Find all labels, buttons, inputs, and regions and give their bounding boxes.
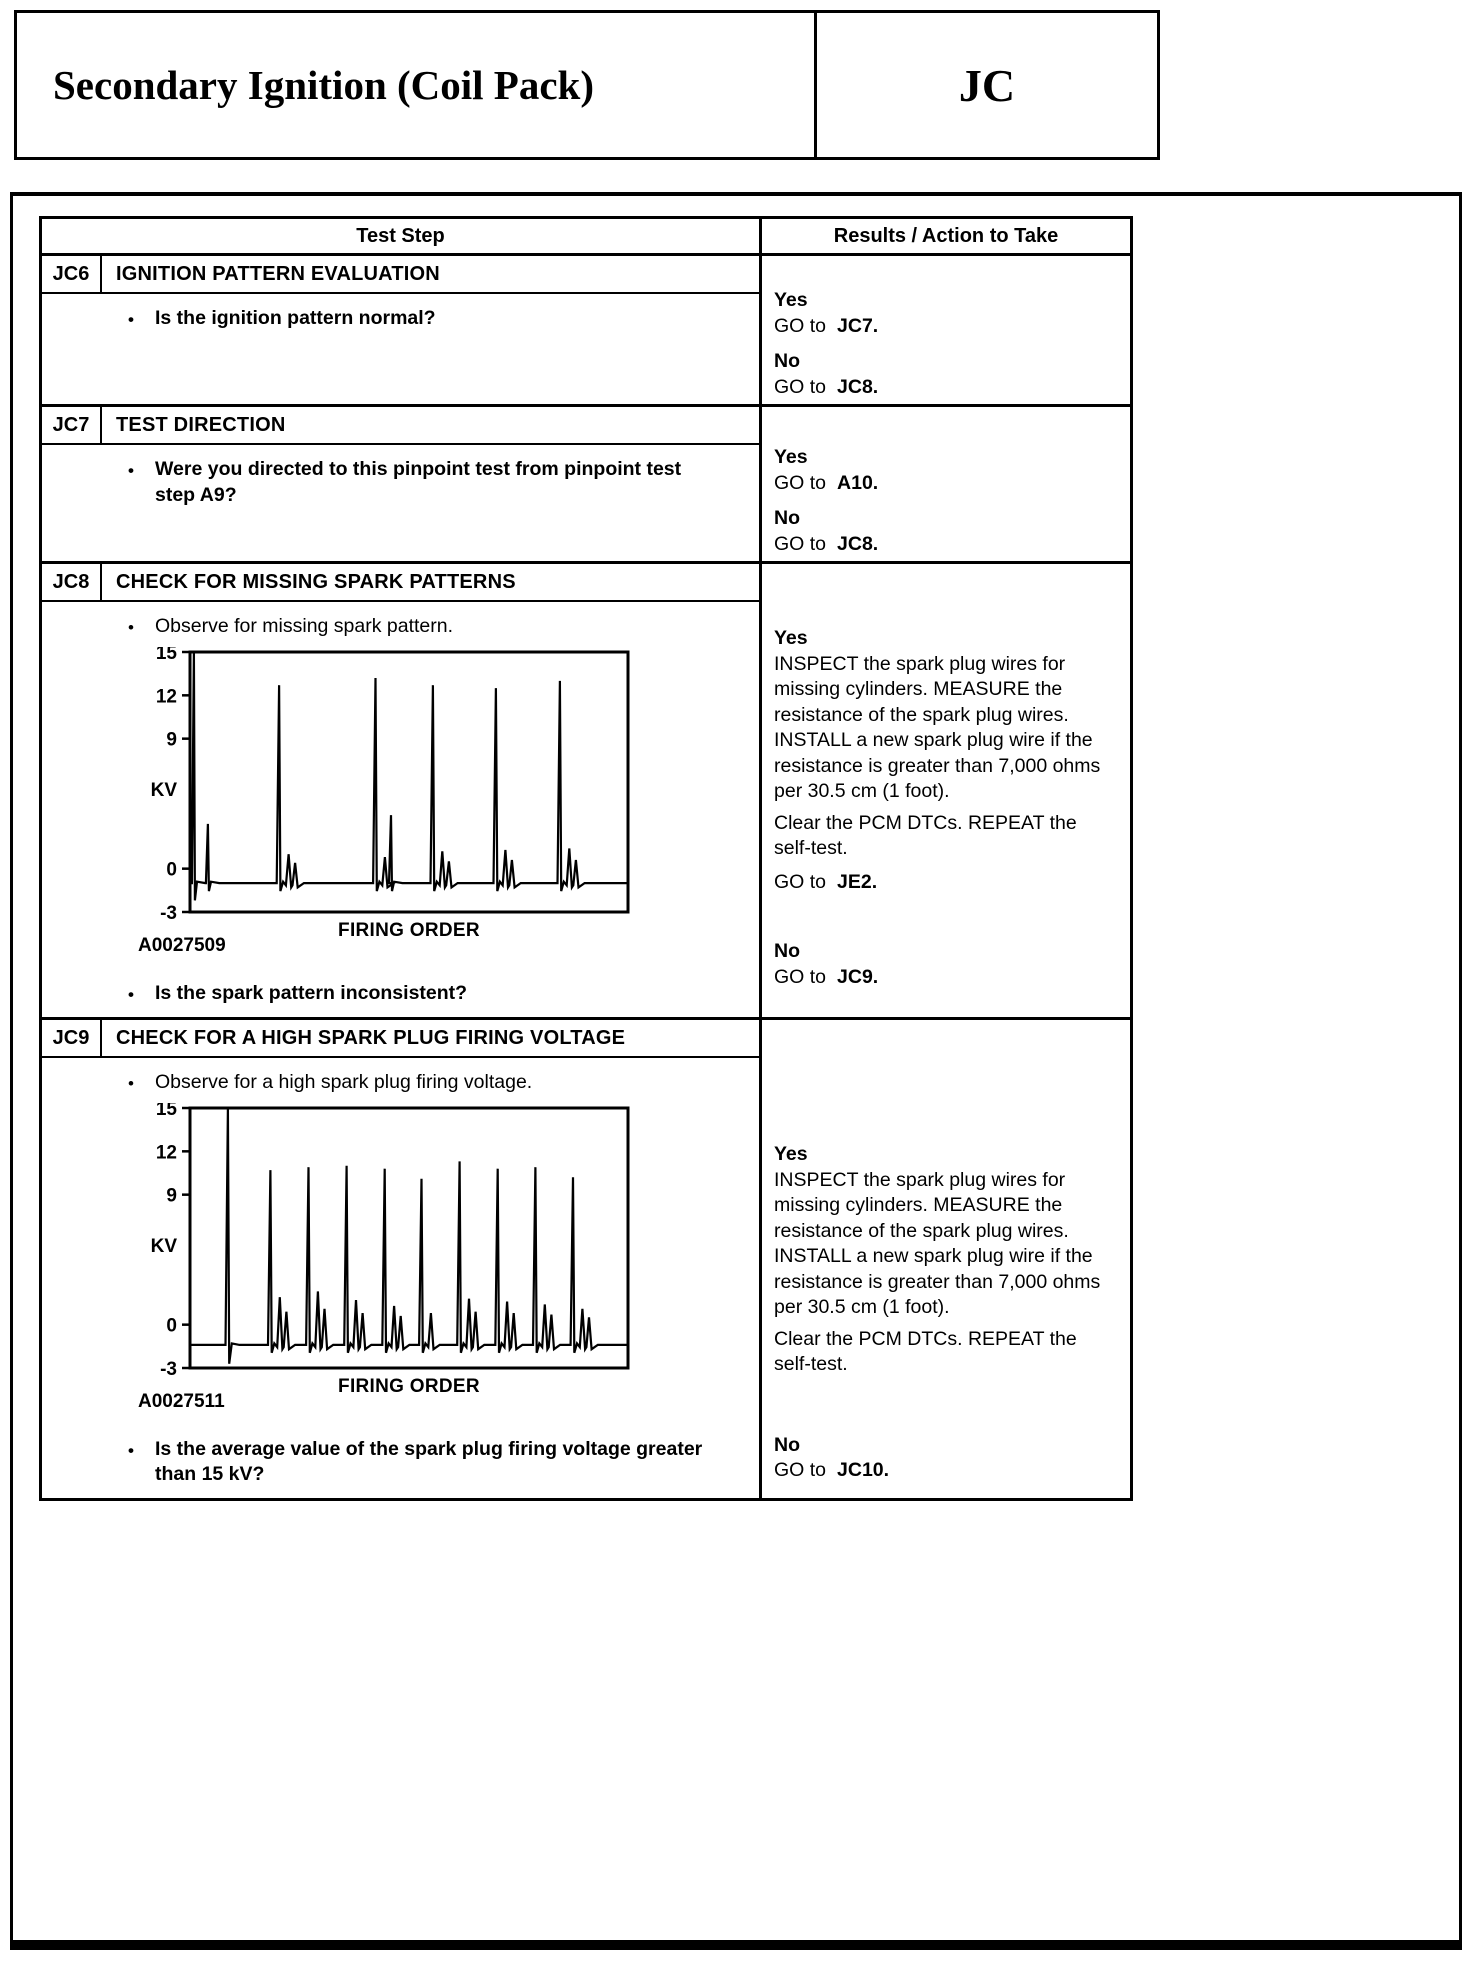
ignition-pattern-figure-jc9 bbox=[134, 1103, 640, 1423]
go-to-line bbox=[774, 471, 1116, 497]
figure-id: A0027511 bbox=[138, 1390, 225, 1412]
ignition-pattern-figure-jc8 bbox=[134, 647, 640, 967]
scope-waveform-chart bbox=[134, 647, 636, 919]
go-to-line bbox=[774, 375, 1116, 401]
bullet-text: Is the spark pattern inconsistent? bbox=[155, 981, 468, 1004]
bullet-icon: • bbox=[128, 461, 134, 480]
bullet-icon: • bbox=[128, 310, 134, 329]
go-prefix: GO to bbox=[774, 870, 827, 893]
result-no bbox=[774, 349, 1116, 400]
bullet-icon: • bbox=[128, 984, 134, 1004]
step-body-jc8 bbox=[42, 602, 759, 1017]
test-step-row-jc8 bbox=[42, 564, 1130, 1020]
bullet-item bbox=[42, 975, 759, 1010]
chart-caption bbox=[134, 1375, 640, 1423]
y-axis-label: KV bbox=[150, 1235, 177, 1257]
result-label: Yes bbox=[774, 627, 808, 649]
results-cell-jc9 bbox=[762, 1020, 1130, 1498]
go-target: JC10. bbox=[837, 1459, 890, 1481]
bullet-icon: • bbox=[128, 618, 134, 637]
y-tick-label: 15 bbox=[155, 646, 177, 664]
step-cell-jc9 bbox=[42, 1020, 762, 1498]
firing-order-label: FIRING ORDER bbox=[338, 1375, 480, 1397]
y-axis-label: KV bbox=[150, 779, 177, 801]
test-step-row-jc7 bbox=[42, 407, 1130, 564]
go-to-line bbox=[774, 965, 1116, 991]
step-head-jc9 bbox=[42, 1020, 759, 1058]
step-body-jc6 bbox=[42, 294, 759, 343]
result-yes bbox=[774, 288, 1116, 339]
bullet-item bbox=[42, 300, 759, 335]
step-id: JC8 bbox=[42, 564, 102, 600]
y-tick-label: -3 bbox=[160, 902, 177, 919]
step-title: CHECK FOR MISSING SPARK PATTERNS bbox=[116, 571, 516, 593]
result-label: No bbox=[774, 1433, 800, 1456]
section-code-cell bbox=[817, 13, 1157, 157]
y-tick-label: 15 bbox=[155, 1102, 177, 1120]
firing-order-label: FIRING ORDER bbox=[338, 919, 480, 941]
section-code: JC bbox=[958, 59, 1016, 111]
step-body-jc7 bbox=[42, 445, 759, 518]
column-header-test-step: Test Step bbox=[42, 219, 762, 253]
y-tick-label: 9 bbox=[166, 1185, 177, 1207]
step-id: JC9 bbox=[42, 1020, 102, 1056]
result-no bbox=[774, 1433, 1116, 1484]
scope-waveform-chart bbox=[134, 1103, 636, 1375]
result-yes bbox=[774, 626, 1116, 895]
go-target: JC8. bbox=[837, 375, 879, 398]
go-to-line bbox=[774, 870, 1116, 896]
plot-frame bbox=[190, 1108, 628, 1368]
y-tick-label: 12 bbox=[155, 1141, 177, 1163]
result-yes bbox=[774, 1142, 1116, 1378]
y-tick-label: -3 bbox=[160, 1358, 177, 1375]
bullet-text: Observe for missing spark pattern. bbox=[155, 615, 454, 637]
results-cell-jc6 bbox=[762, 256, 1130, 404]
step-body-jc9 bbox=[42, 1058, 759, 1498]
go-prefix: GO to bbox=[774, 471, 827, 494]
result-yes bbox=[774, 445, 1116, 496]
page-header bbox=[14, 10, 1160, 160]
figure-id: A0027509 bbox=[138, 934, 226, 956]
step-id: JC7 bbox=[42, 407, 102, 443]
content-frame bbox=[10, 192, 1462, 1950]
results-cell-jc8 bbox=[762, 564, 1130, 1017]
y-tick-label: 9 bbox=[166, 729, 177, 751]
bullet-item bbox=[42, 451, 759, 510]
result-paragraph: INSPECT the spark plug wires for missing cylinders. MEASURE the resistance of the spark plug wires. INSTALL a new spark plug wire if the resistance is greater than 7,000 ohms per 30.5 cm (1 foot). bbox=[774, 1168, 1101, 1318]
bullet-icon: • bbox=[128, 1074, 134, 1093]
column-header-results: Results / Action to Take bbox=[833, 225, 1059, 247]
test-step-row-jc9 bbox=[42, 1020, 1130, 1498]
results-cell-jc7 bbox=[762, 407, 1130, 561]
step-id: JC6 bbox=[42, 256, 102, 292]
bullet-item bbox=[42, 608, 759, 643]
go-prefix: GO to bbox=[774, 1459, 827, 1481]
page-title-cell bbox=[17, 13, 817, 157]
result-no bbox=[774, 939, 1116, 990]
go-target: JC9. bbox=[837, 965, 879, 988]
go-target: JC8. bbox=[837, 532, 879, 555]
go-prefix: GO to bbox=[774, 314, 827, 337]
result-paragraph: Clear the PCM DTCs. REPEAT the self-test. bbox=[774, 811, 1077, 859]
waveform-trace bbox=[190, 1108, 628, 1364]
bullet-item bbox=[42, 1431, 759, 1490]
result-label: No bbox=[774, 940, 800, 962]
go-to-line bbox=[774, 532, 1116, 558]
test-step-row-jc6 bbox=[42, 256, 1130, 407]
bullet-item bbox=[42, 1064, 759, 1099]
step-head-jc6 bbox=[42, 256, 759, 294]
chart-caption bbox=[134, 919, 640, 967]
step-head-jc8 bbox=[42, 564, 759, 602]
bullet-text: Is the average value of the spark plug firing voltage greater than 15 kV? bbox=[155, 1437, 703, 1485]
go-prefix: GO to bbox=[774, 532, 827, 555]
page-title: Secondary Ignition (Coil Pack) bbox=[53, 62, 594, 108]
plot-frame bbox=[190, 652, 628, 912]
result-label: Yes bbox=[774, 446, 808, 468]
go-target: JE2. bbox=[837, 870, 878, 893]
bullet-text: Is the ignition pattern normal? bbox=[155, 307, 436, 329]
step-cell-jc6 bbox=[42, 256, 762, 404]
waveform-trace bbox=[190, 652, 628, 900]
go-to-line bbox=[774, 314, 1116, 340]
y-tick-label: 0 bbox=[166, 1315, 177, 1337]
result-paragraph: INSPECT the spark plug wires for missing cylinders. MEASURE the resistance of the spark plug wires. INSTALL a new spark plug wire if the resistance is greater than 7,000 ohms per 30.5 cm (1 foot). bbox=[774, 652, 1101, 802]
bullet-text: Observe for a high spark plug firing voltage. bbox=[155, 1071, 533, 1093]
result-label: Yes bbox=[774, 1143, 808, 1165]
bullet-icon: • bbox=[128, 1440, 134, 1460]
go-prefix: GO to bbox=[774, 965, 827, 988]
step-title: IGNITION PATTERN EVALUATION bbox=[116, 263, 440, 285]
go-target: JC7. bbox=[837, 314, 879, 337]
diagnostic-table bbox=[39, 216, 1133, 1501]
result-label: Yes bbox=[774, 289, 808, 311]
bullet-text: Were you directed to this pinpoint test from pinpoint test step A9? bbox=[155, 458, 682, 506]
step-cell-jc7 bbox=[42, 407, 762, 561]
go-to-line bbox=[774, 1458, 1116, 1484]
y-tick-label: 12 bbox=[155, 685, 177, 707]
result-no bbox=[774, 506, 1116, 557]
y-tick-label: 0 bbox=[166, 859, 177, 881]
result-label: No bbox=[774, 507, 800, 529]
go-target: A10. bbox=[837, 471, 879, 494]
step-title: TEST DIRECTION bbox=[116, 414, 286, 436]
step-cell-jc8 bbox=[42, 564, 762, 1017]
result-label: No bbox=[774, 350, 800, 372]
table-header-row bbox=[42, 219, 1130, 256]
step-head-jc7 bbox=[42, 407, 759, 445]
result-paragraph: Clear the PCM DTCs. REPEAT the self-test. bbox=[774, 1327, 1077, 1375]
go-prefix: GO to bbox=[774, 375, 827, 398]
step-title: CHECK FOR A HIGH SPARK PLUG FIRING VOLTAGE bbox=[116, 1027, 626, 1049]
